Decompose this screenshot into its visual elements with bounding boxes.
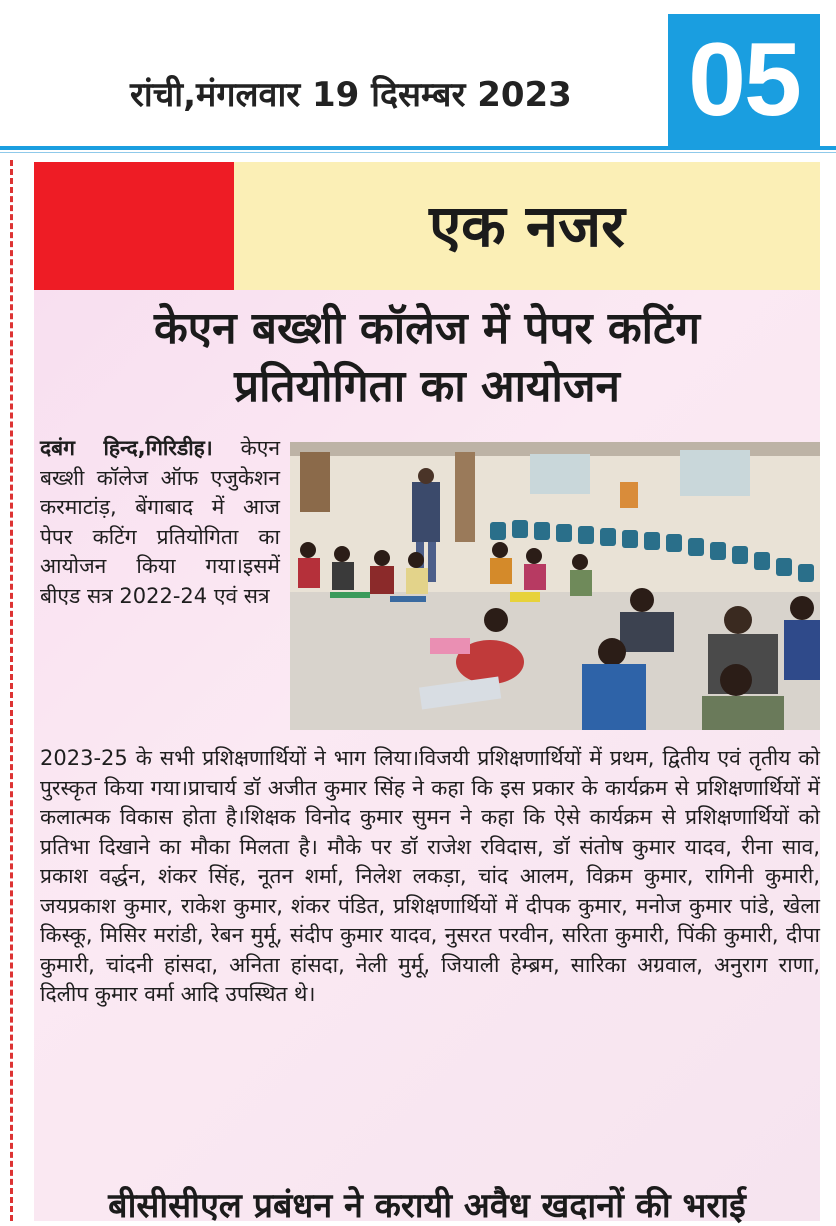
article-body: 2023-25 के सभी प्रशिक्षणार्थियों ने भाग लिया।विजयी प्रशिक्षणार्थियों में प्रथम, द्वितीय एवं तृतीय को पुरस्कृत किया गया।प्राचार्य डॉ अजीत कुमार सिंह ने कहा कि इस प्रकार के कार्यक्रम से प्रशिक्षणार्थियों में कलात्मक विकास होता है।शिक्षक विनोद कुमार सुमन ने कहा कि ऐसे कार्यक्रम से प्रशिक्षणार्थियों को प्रतिभा दिखाने का मौका मिलता है। मौके पर डॉ राजेश रविदास, डॉ संतोष कुमार यादव, रीना साव, प्रकाश वर्द्धन, शंकर सिंह, नूतन शर्मा, निलेश लकड़ा, चांद आलम, विक्रम कुमार, रागिनी कुमारी, जयप्रकाश कुमार, राकेश कुमार, शंकर पंडित, प्रशिक्षणार्थियों में दीपक कुमार, मनोज कुमार पांडे, खेला किस्कू, मिसिर मरांडी, रेबन मुर्मू, संदीप कुमार यादव, नुसरत परवीन, सरिता कुमारी, पिंकी कुमारी, दीपा कुमारी, चांदनी हांसदा, अनिता हांसदा, नेली मुर्मू, जियाली हेम्ब्रम, सारिका अग्रवाल, अनुराग राणा, दिलीप कुमार वर्मा आदि उपस्थित थे।: [40, 746, 820, 1006]
classroom-photo-illustration: [290, 442, 820, 730]
article-lead: [40, 434, 280, 611]
article-byline: दबंग हिन्द,गिरिडीह।: [40, 436, 213, 460]
masthead-rule: [0, 146, 836, 150]
masthead: [0, 0, 836, 150]
headline-line-2: प्रतियोगिता का आयोजन: [234, 361, 620, 412]
dateline: रांची,मंगलवार 19 दिसम्बर 2023: [130, 75, 572, 115]
article-lead-text: केएन बख्शी कॉलेज ऑफ एजुकेशन करमाटांड़, बेंगाबाद में आज पेपर कटिंग प्रतियोगिता का आयोजन किया गया।इसमें बीएड सत्र 2022-24 एवं सत्र: [40, 436, 281, 608]
article-headline: [34, 300, 820, 416]
next-story-headline: बीसीसीएल प्रबंधन ने करायी अवैध खदानों की भराई: [108, 1186, 746, 1226]
masthead-thin-rule: [0, 152, 836, 153]
article-photo: [290, 442, 820, 730]
section-accent-block: [34, 162, 234, 290]
page-number: 05: [668, 14, 820, 146]
section-title: एक नजर: [429, 192, 625, 260]
headline-line-1: केएन बख्शी कॉलेज में पेपर कटिंग: [154, 303, 700, 354]
column-divider: [10, 160, 13, 1221]
